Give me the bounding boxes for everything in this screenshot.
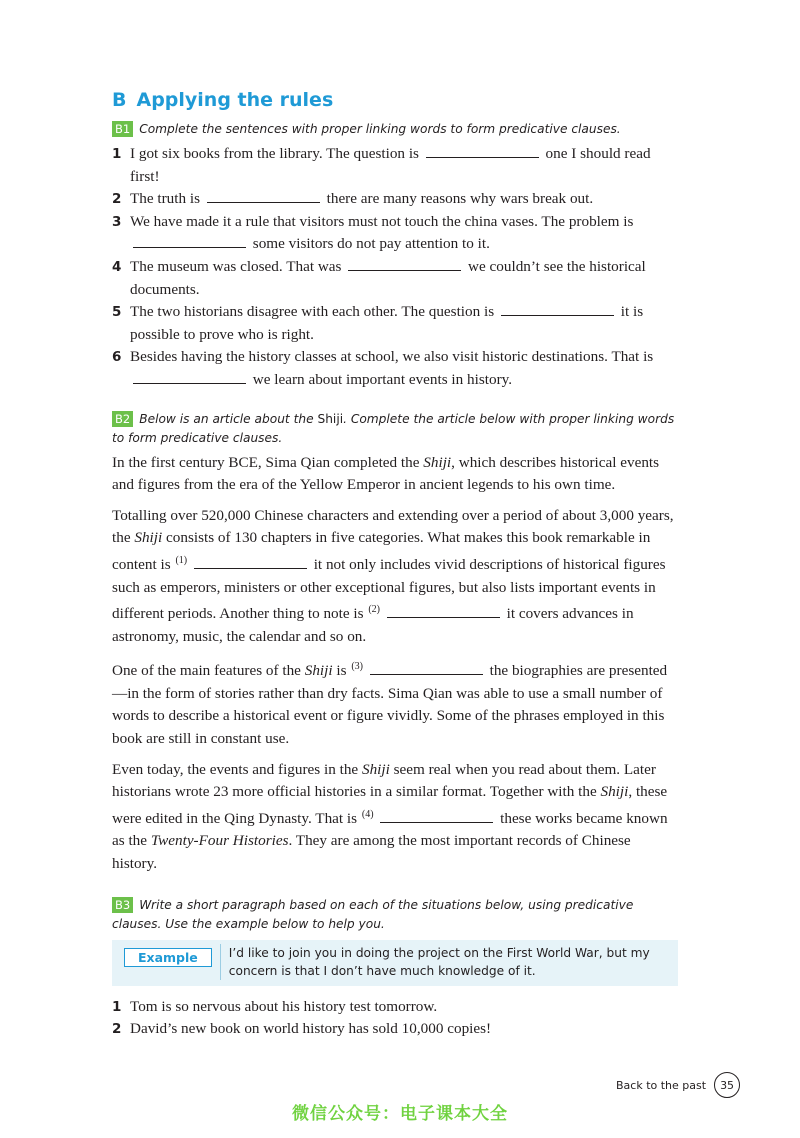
answer-blank[interactable] [426, 143, 539, 158]
text: , these were edited in the Qing Dynasty. That is [112, 783, 668, 827]
item-number: 4 [112, 258, 122, 275]
b3-item-2 [112, 1018, 678, 1041]
item-number: 5 [112, 304, 122, 321]
item-text-after: it is possible to prove who is right. [130, 303, 644, 343]
text: In the first century BCE, Sima Qian completed the [112, 453, 420, 471]
blank-number: (3) [351, 661, 363, 673]
blank-number: (4) [361, 808, 374, 820]
book-title: Shiji [600, 783, 629, 801]
b2-instruction [112, 410, 678, 448]
item-text: David’s new book on world history has sold 10,000 copies! [130, 1020, 492, 1038]
b2-instruction-text-2: . Complete the article below with proper linking words to form predicative clauses. [112, 411, 675, 445]
item-text-before: Besides having the history classes at school, we also visit historic destinations. That is [130, 348, 654, 366]
item-text-after: one I should read first! [130, 145, 651, 185]
answer-blank[interactable] [207, 188, 320, 203]
answer-blank[interactable] [194, 554, 307, 569]
b1-item-3 [112, 211, 678, 256]
section-title: Applying the rules [136, 89, 334, 111]
text: , which describes historical events and figures from the era of the Yellow Emperor in ancient legends to his own time. [112, 453, 660, 494]
answer-blank[interactable] [348, 256, 461, 271]
watermark: 微信公众号：电子课本大全 [292, 1104, 508, 1124]
b1-item-5 [112, 301, 678, 346]
item-number: 2 [112, 191, 122, 208]
footer-text: Back to the past [616, 1078, 707, 1092]
example-box [112, 940, 678, 986]
book-title: Twenty-Four Histories [150, 832, 289, 850]
item-number: 3 [112, 213, 122, 230]
answer-blank[interactable] [133, 369, 246, 384]
b1-item-4 [112, 256, 678, 301]
item-text-before: We have made it a rule that visitors must not touch the china vases. The problem is [130, 212, 634, 230]
item-number: 2 [112, 1021, 122, 1038]
article-paragraph-1 [112, 452, 678, 497]
page-number: 35 [714, 1072, 740, 1098]
text: Even today, the events and figures in the [112, 760, 359, 778]
item-text-after: we couldn’t see the historical documents. [130, 257, 646, 298]
book-title: Shiji [361, 760, 390, 778]
text: . They are among the most important records of Chinese history. [112, 832, 631, 873]
text: the biographies are presented—in the form of stories rather than dry facts. Sima Qian was able to use a small number of words to describe a historical event or figure vividly. Some of the phrases employed in this book are still in constant use. [112, 662, 668, 748]
item-text-after: there are many reasons why wars break out. [326, 190, 594, 208]
b3-instruction-text: Write a short paragraph based on each of the situations below, using predicative clauses. Use the example below to help you. [112, 897, 634, 931]
item-text-before: The truth is [130, 190, 201, 208]
text: consists of 130 chapters in five categories. What makes this book remarkable in content is [112, 529, 651, 573]
text: One of the main features of the [112, 662, 301, 680]
page-content [112, 86, 678, 1041]
article-paragraph-2 [112, 505, 678, 649]
item-text: Tom is so nervous about his history test tomorrow. [130, 997, 438, 1015]
b1-list [112, 143, 678, 392]
b3-item-1 [112, 996, 678, 1019]
b2-instruction-text: Below is an article about the [139, 411, 314, 426]
book-title: Shiji [134, 529, 163, 547]
text: it not only includes vivid descriptions of historical figures such as emperors, ministers or other exceptional figures, but also lists important events in different periods. Another thing to note is [112, 555, 666, 623]
text: seem real when you read about them. Later historians wrote 23 more official histories in a similar format. Together with the [112, 760, 656, 801]
article-paragraph-4 [112, 759, 678, 876]
answer-blank[interactable] [380, 808, 493, 823]
item-text-before: The two historians disagree with each other. The question is [130, 303, 495, 321]
section-letter: B [112, 89, 127, 111]
b1-item-6 [112, 346, 678, 391]
b2-instruction-title: Shiji [317, 411, 344, 426]
article-paragraph-3 [112, 656, 678, 750]
answer-blank[interactable] [370, 660, 483, 675]
text: these works became known as the [112, 809, 668, 850]
item-text-before: I got six books from the library. The question is [130, 145, 419, 162]
b1-instruction [112, 120, 678, 139]
text: Totalling over 520,000 Chinese characters and extending over a period of about 3,000 years, the [112, 506, 674, 547]
example-label: Example [124, 948, 212, 967]
item-text-after: some visitors do not pay attention to it. [252, 235, 490, 253]
text: it covers advances in astronomy, music, the calendar and so on. [112, 605, 634, 645]
book-title: Shiji [304, 662, 333, 680]
blank-number: (2) [368, 604, 381, 616]
example-text: I’d like to join you in doing the project on the First World War, but my concern is that I don’t have much knowledge of it. [220, 944, 670, 980]
b2-tag: B2 [112, 411, 133, 427]
section-heading [112, 86, 678, 114]
text: is [336, 662, 347, 680]
b1-tag: B1 [112, 121, 133, 137]
item-text-after: we learn about important events in history. [252, 370, 513, 388]
b1-instruction-text: Complete the sentences with proper linking words to form predicative clauses. [139, 122, 621, 136]
blank-number: (1) [175, 554, 188, 566]
b3-instruction [112, 896, 678, 934]
item-number: 6 [112, 349, 122, 366]
b3-list [112, 996, 678, 1041]
answer-blank[interactable] [387, 603, 500, 618]
page-footer [616, 1072, 740, 1098]
answer-blank[interactable] [501, 301, 614, 316]
b1-item-2 [112, 188, 678, 211]
item-number: 1 [112, 146, 122, 162]
b1-item-1 [112, 143, 678, 188]
item-number: 1 [112, 998, 122, 1015]
b3-tag: B3 [112, 897, 133, 913]
item-text-before: The museum was closed. That was [130, 257, 342, 275]
book-title: Shiji [423, 453, 452, 471]
answer-blank[interactable] [133, 233, 246, 248]
